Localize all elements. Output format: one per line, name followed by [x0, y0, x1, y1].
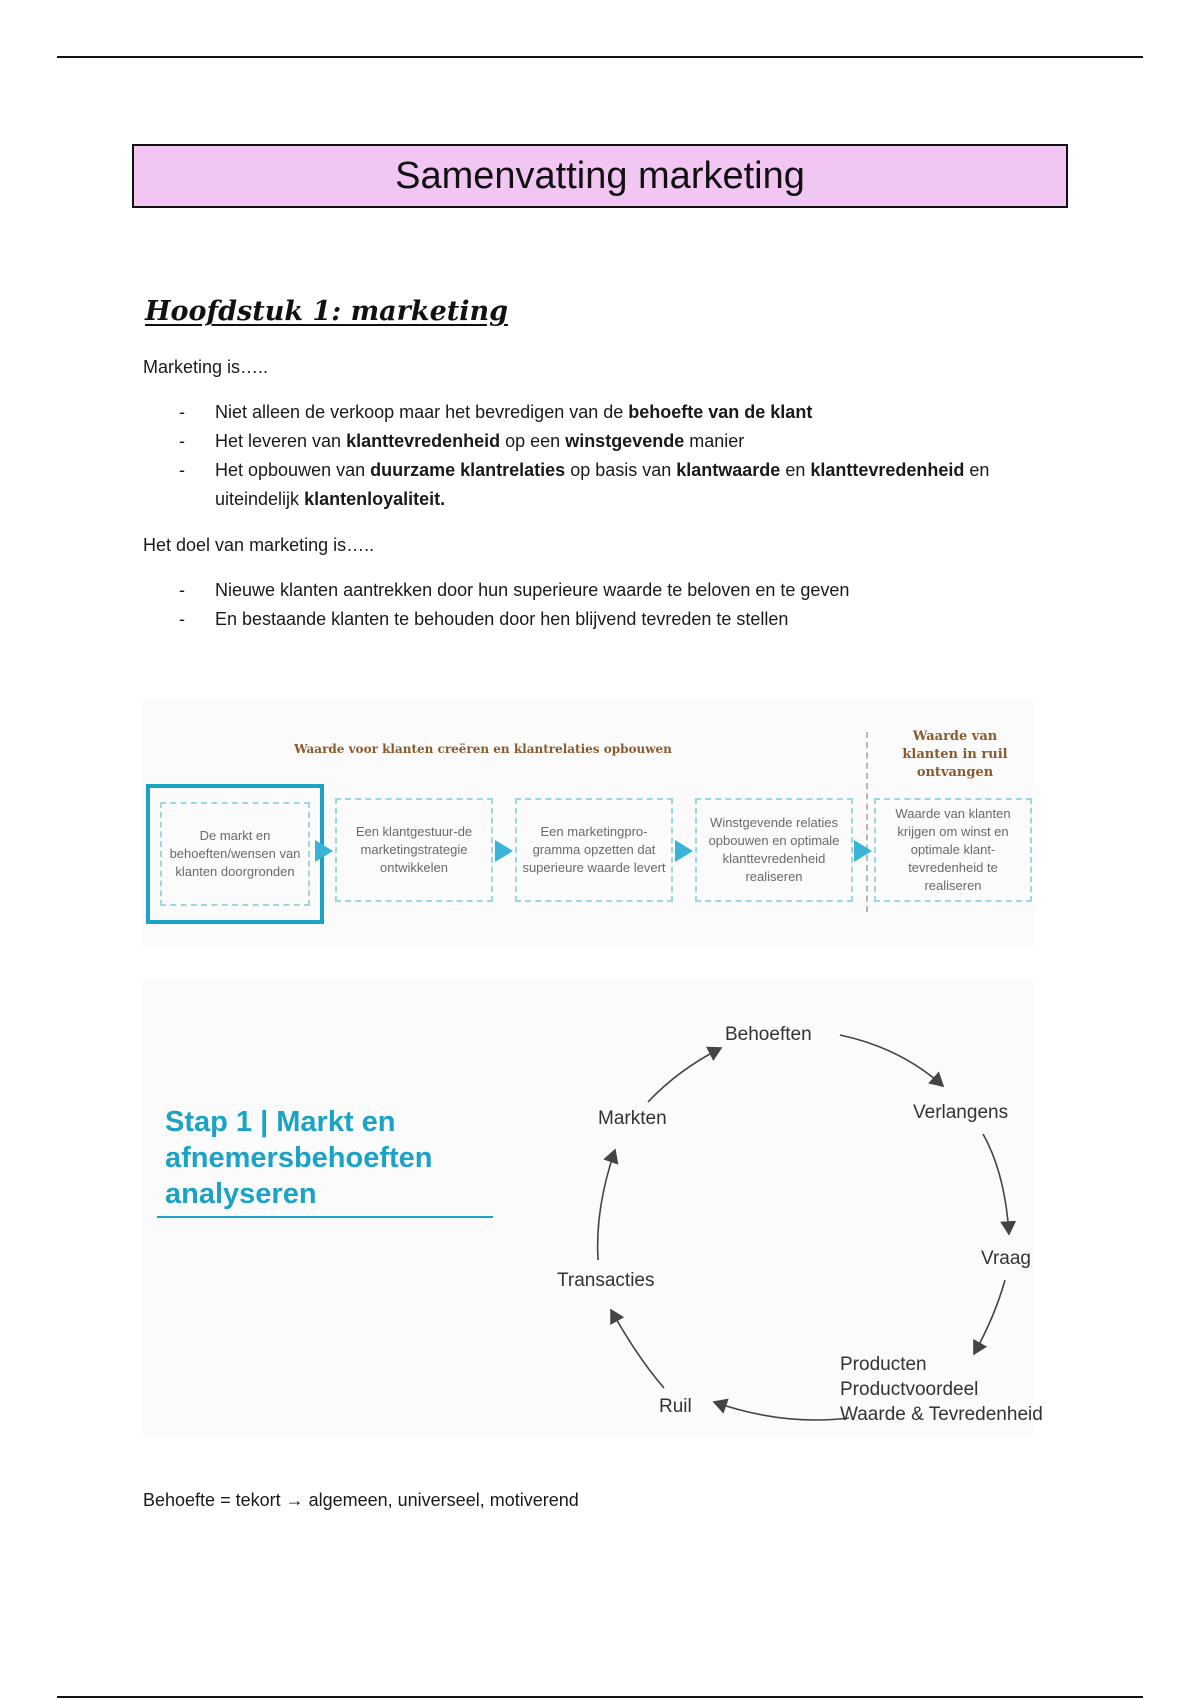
cycle-label-behoeften: Behoeften	[725, 1024, 812, 1045]
bullet-text: op een	[500, 431, 566, 451]
bullet-text: manier	[684, 431, 745, 451]
bullet-text: Niet alleen de verkoop maar het bevredigen van de	[215, 402, 629, 422]
process-step-5-text: Waarde van klanten krijgen om winst en optimale klant-tevredenheid te realiseren	[895, 806, 1011, 893]
arrow-icon	[495, 840, 513, 862]
bullet-text: en	[780, 460, 811, 480]
bold-text: klantenloyaliteit.	[304, 489, 446, 509]
bullet-list-2	[143, 576, 1073, 634]
process-step-4-text: Winstgevende relaties opbouwen en optimale klanttevredenheid realiseren	[708, 815, 840, 884]
bullet-item	[143, 576, 1073, 605]
cycle-label-verlangens: Verlangens	[913, 1102, 1009, 1123]
bullet-text: En bestaande klanten te behouden door hen blijvend tevreden te stellen	[215, 609, 789, 629]
process-step-3-text: Een marketingpro-gramma opzetten dat superieure waarde levert	[522, 824, 666, 875]
cycle-label-ruil: Ruil	[659, 1396, 692, 1417]
cycle-label-producten-1: Producten	[840, 1354, 927, 1375]
page-title: Samenvatting marketing	[132, 144, 1068, 208]
bullet-text: op basis van	[565, 460, 677, 480]
top-rule	[57, 56, 1143, 58]
arrow-icon	[714, 1402, 849, 1420]
bold-text: klantwaarde	[676, 460, 781, 480]
bold-text: klanttevredenheid	[810, 460, 965, 480]
cycle-diagram	[143, 978, 1043, 1438]
intro-text-1: Marketing is…..	[143, 357, 269, 377]
intro-text-2: Het doel van marketing is…..	[143, 535, 375, 555]
bullet-text: en uiteindelijk	[215, 460, 990, 509]
bullet-item	[143, 398, 1073, 427]
cycle-label-producten-3: Waarde & Tevredenheid	[840, 1404, 1043, 1425]
cycle-title-line-2: afnemersbehoeften	[165, 1142, 433, 1174]
bullet-list-1	[143, 398, 1073, 514]
arrow-icon	[315, 840, 333, 862]
process-step-4	[695, 798, 853, 902]
process-diagram	[143, 698, 1033, 948]
bullet-text: Nieuwe klanten aantrekken door hun superieure waarde te beloven en te geven	[215, 580, 850, 600]
definition-text: Behoefte = tekort → algemeen, universeel, motiverend	[143, 1490, 579, 1510]
process-step-1	[146, 784, 324, 924]
process-step-3	[515, 798, 673, 902]
bold-text: winstgevende	[565, 431, 685, 451]
cycle-label-producten	[840, 1352, 1043, 1427]
bottom-rule	[57, 1696, 1143, 1698]
bullet-text: Het opbouwen van	[215, 460, 371, 480]
arrow-icon	[983, 1134, 1009, 1234]
process-step-2-text: Een klantgestuur-de marketingstrategie ontwikkelen	[355, 824, 473, 875]
process-step-5	[874, 798, 1032, 902]
cycle-label-transacties: Transacties	[557, 1270, 655, 1291]
bold-text: duurzame klantrelaties	[370, 460, 566, 480]
bullet-item	[143, 427, 1073, 456]
process-divider	[866, 732, 868, 912]
chapter-heading: Hoofdstuk 1: marketing	[145, 296, 508, 327]
bullet-text: Het leveren van	[215, 431, 347, 451]
arrow-icon	[675, 840, 693, 862]
arrow-icon	[854, 840, 872, 862]
cycle-label-markten: Markten	[598, 1108, 667, 1129]
process-step-2	[335, 798, 493, 902]
process-step-1-text: De markt en behoeften/wensen van klanten doorgronden	[169, 828, 301, 879]
cycle-label-producten-2: Productvoordeel	[840, 1379, 979, 1400]
arrow-icon	[648, 1048, 721, 1102]
process-header-left: Waarde voor klanten creëren en klantrelaties opbouwen	[294, 742, 672, 756]
arrow-icon	[974, 1280, 1005, 1354]
bold-text: behoefte van de klant	[628, 402, 813, 422]
arrow-icon	[840, 1035, 943, 1086]
bullet-item	[143, 456, 1073, 514]
cycle-title-line-3: analyseren	[165, 1178, 317, 1210]
cycle-label-vraag: Vraag	[981, 1248, 1031, 1269]
bold-text: klanttevredenheid	[346, 431, 501, 451]
bullet-item	[143, 605, 1073, 634]
arrow-icon	[611, 1310, 664, 1388]
arrow-icon	[598, 1150, 615, 1260]
process-header-right: Waarde van klanten in ruil ontvangen	[902, 729, 1008, 780]
cycle-title-line-1: Stap 1 | Markt en	[165, 1106, 396, 1138]
